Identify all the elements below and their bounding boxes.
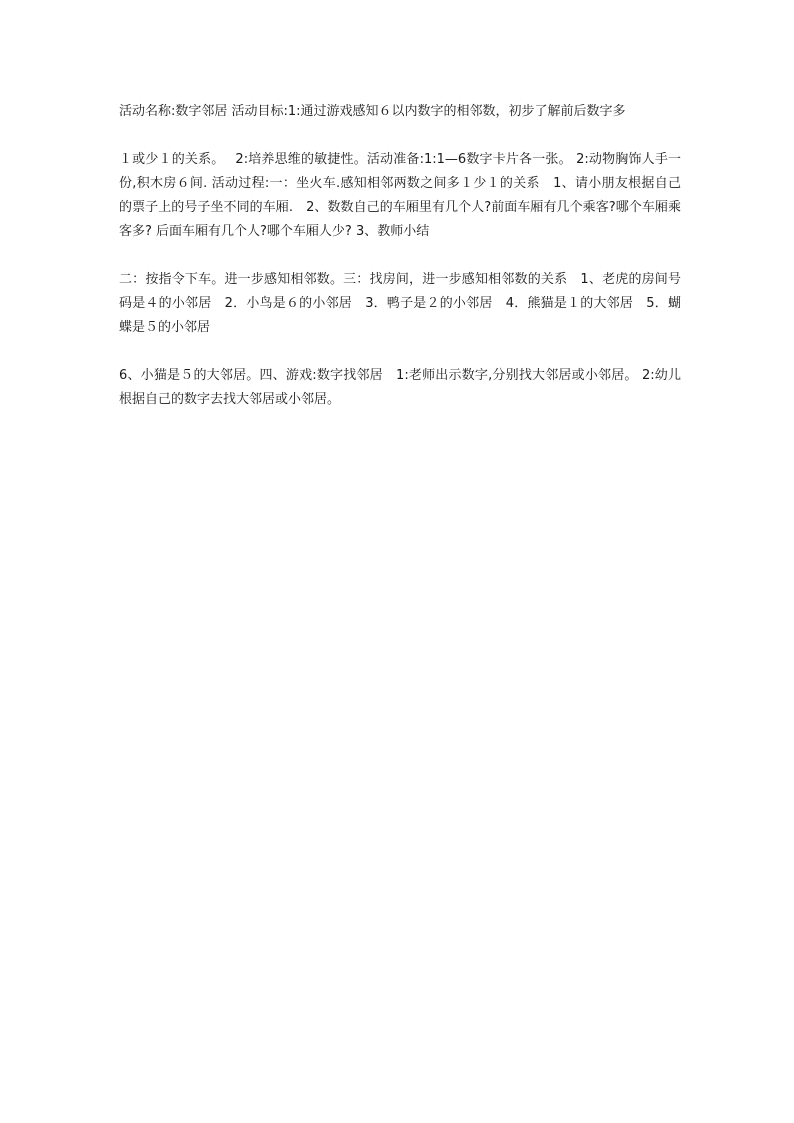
paragraph-number-game: 6、小猫是５的大邻居。四、游戏:数字找邻居 1:老师出示数字,分别找大邻居或小邻居。 2:幼儿根据自己的数字去找大邻居或小邻居。 — [119, 368, 681, 407]
paragraph-find-rooms: 二：按指令下车。进一步感知相邻数。三：找房间，进一步感知相邻数的关系 1、老虎的房间号码是４的小邻居 2．小鸟是６的小邻居 3．鸭子是２的小邻居 4．熊猫是１的大邻居 5．蝴蝶是５的小邻居 — [119, 272, 681, 335]
paragraph-activity-name-goal: 活动名称:数字邻居 活动目标:1:通过游戏感知６以内数字的相邻数，初步了解前后数字多 — [119, 104, 626, 119]
paragraph-preparation-process: １或少１的关系。 2:培养思维的敏捷性。活动准备:1:1—6数字卡片各一张。 2:动物胸饰人手一份,积木房６间. 活动过程:一：坐火车.感知相邻两数之间多１少１的关系 1、请小朋友根据自己的票子上的号子坐不同的车厢. 2、数数自己的车厢里有几个人?前面车厢有几个乘客?哪个车厢乘客多? 后面车厢有几个人?哪个车厢人少? 3、教师小结 — [119, 152, 681, 239]
document-body — [119, 100, 681, 436]
